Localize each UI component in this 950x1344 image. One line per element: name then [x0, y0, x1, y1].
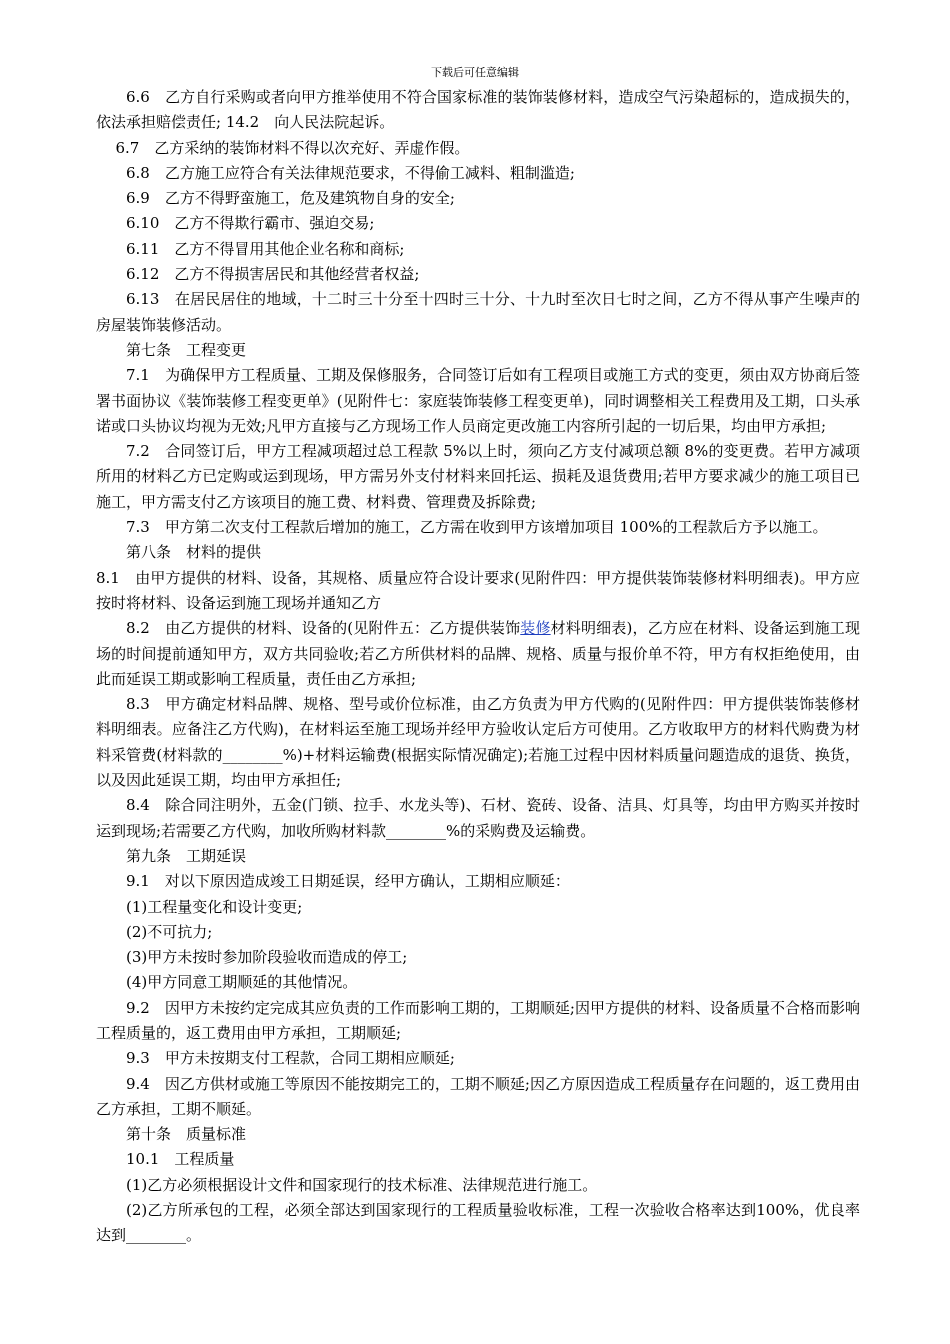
page-header: 下载后可任意编辑	[431, 66, 519, 79]
renovation-link[interactable]: 装修	[520, 619, 551, 638]
article-8-heading: 第八条 材料的提供	[126, 543, 262, 562]
clause-10-1: 10.1 工程质量	[126, 1150, 235, 1169]
clause-10-1-item-2: (2)乙方所承包的工程，必须全部达到国家现行的工程质量验收标准，工程一次验收合格率达到100%，优良率达到________。	[96, 1201, 860, 1245]
clause-7-2: 7.2 合同签订后，甲方工程减项超过总工程款 5%以上时，须向乙方支付减项总额 8%的变更费。若甲方减项所用的材料乙方已定购或运到现场，甲方需另外支付材料来回托运、损耗及退货费用;若甲方要求减少的施工项目已施工，甲方需支付乙方该项目的施工费、材料费、管理费及拆除费;	[96, 442, 860, 511]
clause-6-10: 6.10 乙方不得欺行霸市、强迫交易;	[126, 214, 375, 233]
clause-9-1: 9.1 对以下原因造成竣工日期延误，经甲方确认，工期相应顺延：	[126, 872, 570, 891]
clause-6-11: 6.11 乙方不得冒用其他企业名称和商标;	[126, 239, 405, 258]
clause-6-13: 6.13 在居民居住的地域，十二时三十分至十四时三十分、十九时至次日七时之间，乙方不得从事产生噪声的房屋装饰装修活动。	[96, 290, 860, 334]
clause-9-1-item-2: (2)不可抗力;	[126, 922, 213, 941]
clause-8-2-text-start: 8.2 由乙方提供的材料、设备的(见附件五：乙方提供装饰	[126, 619, 521, 638]
clause-9-4: 9.4 因乙方供材或施工等原因不能按期完工的，工期不顺延;因乙方原因造成工程质量存在问题的，返工费用由乙方承担，工期不顺延。	[96, 1074, 860, 1118]
clause-6-12: 6.12 乙方不得损害居民和其他经营者权益;	[126, 265, 420, 284]
clause-7-1: 7.1 为确保甲方工程质量、工期及保修服务，合同签订后如有工程项目或施工方式的变更，须由双方协商后签署书面协议《装饰装修工程变更单》(见附件七：家庭装饰装修工程变更单)，同时调整相关工程费用及工期，口头承诺或口头协议均视为无效;凡甲方直接与乙方现场工作人员商定更改施工内容所引起的一切后果，均由甲方承担;	[96, 366, 860, 435]
article-7-heading: 第七条 工程变更	[126, 340, 247, 359]
clause-6-9: 6.9 乙方不得野蛮施工，危及建筑物自身的安全;	[126, 189, 455, 208]
clause-8-1: 8.1 由甲方提供的材料、设备，其规格、质量应符合设计要求(见附件四：甲方提供装饰装修材料明细表)。甲方应按时将材料、设备运到施工现场并通知乙方	[96, 568, 860, 612]
clause-8-2-text-end: 材料明细表)，乙方应在材料、设备运到施工现场的时间提前通知甲方，双方共同验收;若乙方所供材料的品牌、规格、质量与报价单不符，甲方有权拒绝使用，由此而延误工期或影响工程质量，责任由乙方承担;	[96, 619, 860, 688]
document-body	[96, 85, 860, 1249]
clause-6-7: 6.7 乙方采纳的装饰材料不得以次充好、弄虚作假。	[115, 138, 470, 157]
article-9-heading: 第九条 工期延误	[126, 846, 247, 865]
clause-9-1-item-3: (3)甲方未按时参加阶段验收而造成的停工;	[126, 948, 408, 967]
article-10-heading: 第十条 质量标准	[126, 1125, 247, 1144]
clause-9-3: 9.3 甲方未按期支付工程款，合同工期相应顺延;	[126, 1049, 455, 1068]
clause-9-1-item-1: (1)工程量变化和设计变更;	[126, 897, 303, 916]
clause-8-4: 8.4 除合同注明外，五金(门锁、拉手、水龙头等)、石材、瓷砖、设备、洁具、灯具等，均由甲方购买并按时运到现场;若需要乙方代购，加收所购材料款________%的采购费及运输费。	[96, 796, 860, 840]
clause-6-8: 6.8 乙方施工应符合有关法律规范要求，不得偷工减料、粗制滥造;	[126, 163, 575, 182]
clause-7-3: 7.3 甲方第二次支付工程款后增加的施工，乙方需在收到甲方该增加项目 100%的工程款后方予以施工。	[126, 518, 828, 537]
clause-10-1-item-1: (1)乙方必须根据设计文件和国家现行的技术标准、法律规范进行施工。	[126, 1175, 598, 1194]
clause-9-2: 9.2 因甲方未按约定完成其应负责的工作而影响工期的，工期顺延;因甲方提供的材料、设备质量不合格而影响工程质量的，返工费用由甲方承担，工期顺延;	[96, 998, 860, 1042]
clause-6-6: 6.6 乙方自行采购或者向甲方推举使用不符合国家标准的装饰装修材料，造成空气污染超标的，造成损失的，依法承担赔偿责任; 14.2 向人民法院起诉。	[96, 88, 860, 132]
clause-8-3: 8.3 甲方确定材料品牌、规格、型号或价位标准，由乙方负责为甲方代购的(见附件四：甲方提供装饰装修材料明细表。应备注乙方代购)，在材料运至施工现场并经甲方验收认定后方可使用。乙方收取甲方的材料代购费为材料采管费(材料款的________%)+材料运输费(根据实际情况确定);若施工过程中因材料质量问题造成的退货、换货，以及因此延误工期，均由甲方承担任;	[96, 695, 860, 790]
clause-9-1-item-4: (4)甲方同意工期顺延的其他情况。	[126, 973, 358, 992]
clause-8-2	[96, 616, 860, 692]
